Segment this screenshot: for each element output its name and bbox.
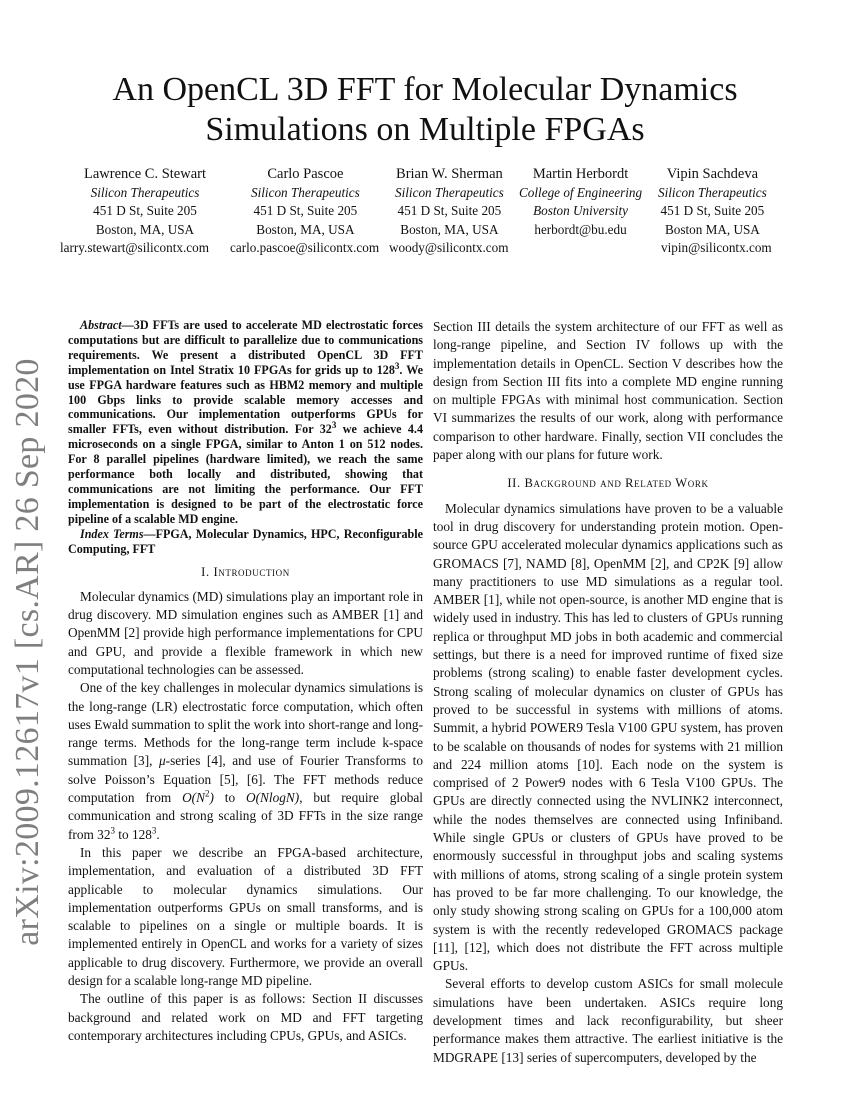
author-city: Boston, MA, USA xyxy=(400,221,499,237)
author-1-email[interactable]: larry.stewart@silicontx.com xyxy=(60,240,209,255)
author-address: 451 D St, Suite 205 xyxy=(397,203,502,218)
intro-paragraph-1: Molecular dynamics (MD) simulations play an important role in drug discovery. MD simulation engines such as AMBER [1] and OpenMM [2] provide high performance implementations for CPU and GPU, and provide a flexible framework in which new computational technologies can be assessed. xyxy=(68,588,423,677)
author-name: Carlo Pascoe xyxy=(267,166,344,182)
author-city: Boston MA, USA xyxy=(664,221,760,237)
background-paragraph-1: Molecular dynamics simulations have proven to be a valuable tool in drug discovery for understanding protein motion. Open-source GPU accelerated molecular dynamics applications such as GROMACS [7], NAMD [8], OpenMM [2], and CP2K [9] allow many practitioners to use MD simulations as a regular tool. AMBER [1], while not open-source, is another MD engine that is widely used in industry. This has led to clusters of GPUs running replica or throughput MD jobs in both academic and commercial settings, but there is a need for improved runtime of fixed size problems (strong scaling) to enable faster development cycles. Strong scaling of molecular dynamics on cluster of GPUs has proved to be successful in systems with millions of atoms. Summit, a hybrid POWER9 Tesla V100 GPU system, has proven to be scalable on thousands of nodes for systems with 21 million and 224 million atoms [10]. Each node on the system is comprised of 2 Power9 nodes with 6 Tesla V100 GPUs. The GPUs are directly connected using the NVLINK2 interconnect, while the nodes themselves are connected using Infiniband. While single GPUs or clusters of GPUs have proved to be enormously successful in throughput jobs and scaling systems with millions of atoms, strong scaling of a single protein system has proved to be far more challenging. To our knowledge, the only study showing strong scaling on GPUs for a 100,000 atom system is with the recently redeveloped GROMACS package [11], [12], which does not distribute the FFT across multiple GPUs. xyxy=(433,500,783,974)
author-city: Boston, MA, USA xyxy=(95,221,195,237)
author-3 xyxy=(395,165,504,239)
author-name: Lawrence C. Stewart xyxy=(84,166,206,182)
author-affiliation: Silicon Therapeutics xyxy=(90,184,200,200)
author-city: Boston, MA, USA xyxy=(256,221,355,237)
author-2 xyxy=(251,165,360,239)
author-3-email[interactable]: woody@silicontx.com xyxy=(389,240,509,255)
author-affiliation: Silicon Therapeutics xyxy=(395,184,504,200)
abstract: Abstract—3D FFTs are used to accelerate MD electrostatic forces computations but are difficult to parallelize due to communications requirements. We present a distributed OpenCL 3D FFT implementation on Intel Stratix 10 FPGAs for grids up to $128^3$. We use FPGA hardware features such as HBM2 memory and multiple 100 Gbps links to provide scalable memory accesses and communications. Our implementation outperforms GPUs for smaller FFTs, even without distribution. For $32^3$ we achieve 4.4 microseconds on a single FPGA, similar to Anton 1 on 512 nodes. For 8 parallel pipelines (hardware limited), we reach the same performance both locally and distributed, showing that communications are not limiting the performance. Our FFT implementation is designed to be part of the electrostatic force pipeline of a scalable MD engine. xyxy=(68,318,423,526)
intro-paragraph-4: The outline of this paper is as follows: Section II discusses background and related work on MD and FFT targeting contemporary architectures including CPUs, GPUs, and ASICs. xyxy=(68,991,423,1043)
section-heading-introduction: I. Introduction xyxy=(201,564,290,579)
author-name: Brian W. Sherman xyxy=(396,166,503,182)
author-affiliation: College of Engineering xyxy=(519,184,643,200)
arxiv-side-label[interactable]: arXiv:2009.12617v1 [cs.AR] 26 Sep 2020 xyxy=(9,358,46,946)
abstract-lead: Abstract xyxy=(80,318,122,332)
right-column xyxy=(433,318,783,1067)
author-4 xyxy=(519,165,642,239)
background-paragraph-2: Several efforts to develop custom ASICs for small molecule simulations have been undertaken. ASICs require long development times and lack reconfigurability, but sheer performance makes them attractive. The earliest initiative is the MDGRAPE [13] series of supercomputers, developed by the xyxy=(433,976,783,1065)
author-address: Boston University xyxy=(533,203,628,218)
left-column xyxy=(68,318,423,1045)
author-2-email[interactable]: carlo.pascoe@silicontx.com xyxy=(230,240,380,255)
section-heading-background: II. Background and Related Work xyxy=(507,476,709,491)
author-affiliation: Silicon Therapeutics xyxy=(658,184,767,200)
index-terms: Index Terms—FPGA, Molecular Dynamics, HPC, Reconfigurable Computing, FFT xyxy=(68,526,423,556)
outline-continuation: Section III details the system architecture of our FFT as well as long-range pipeline, and Section IV follows up with the implementation details in OpenCL. Section V describes how the design from Section III fits into a complete MD engine running on multiple FPGAs with minimal host communication. Section VI summarizes the results of our work, along with performance comparison to other hardware. Finally, section VII concludes the paper along with our plans for future work. xyxy=(433,319,783,463)
author-address: 451 D St, Suite 205 xyxy=(660,203,765,218)
title-line-2: Simulations on Multiple FPGAs xyxy=(205,111,645,148)
intro-paragraph-2: One of the key challenges in molecular dynamics simulations is the long-range (LR) electrostatic force computation, which often uses Ewald summation to split the work into short-range and long-range terms. Methods for the long-range term include k-space summation [3], μ-series [4], and use of Fourier Transforms to solve Poisson’s Equation [5], [6]. The FFT methods reduce computation from $O(N^2)$ to O(NlogN), but require global communication and strong scaling of 3D FFTs in the size range from $32^3$ to $128^3$. xyxy=(68,680,423,842)
title-line-1: An OpenCL 3D FFT for Molecular Dynamics xyxy=(112,71,738,108)
author-name: Martin Herbordt xyxy=(532,166,629,182)
author-address: 451 D St, Suite 205 xyxy=(93,203,197,218)
author-affiliation: Silicon Therapeutics xyxy=(251,184,360,200)
author-name: Vipin Sachdeva xyxy=(666,166,759,182)
author-address: 451 D St, Suite 205 xyxy=(253,203,358,218)
paper-title xyxy=(60,70,790,150)
intro-paragraph-3: In this paper we describe an FPGA-based architecture, implementation, and evaluation of a distributed 3D FFT applicable to molecular dynamics simulations. Our implementation outperforms GPUs on small transforms, and is scalable to pipelines on a single or multiple boards. It is implemented entirely in OpenCL and works for a variety of sizes applicable to drug discovery. Furthermore, we provide an overall design for a scalable long-range MD pipeline. xyxy=(68,844,423,989)
author-5-email[interactable]: vipin@silicontx.com xyxy=(661,240,772,255)
author-email[interactable]: herbordt@bu.edu xyxy=(534,221,627,237)
author-1 xyxy=(84,165,206,239)
author-5 xyxy=(658,165,767,239)
